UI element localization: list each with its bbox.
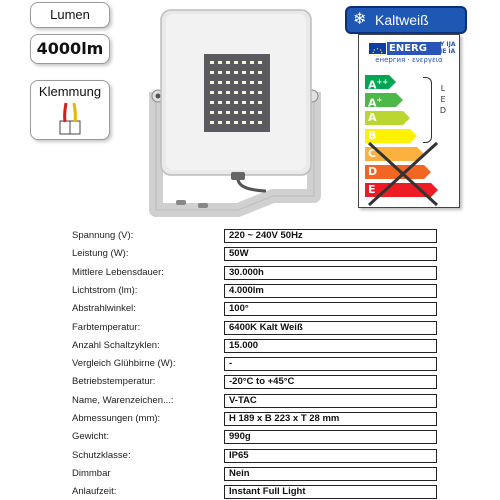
lumen-label: Lumen (50, 7, 90, 22)
spec-value: - (224, 357, 437, 371)
spec-key: Betriebstemperatur: (72, 376, 156, 388)
energ-label: ENERG (387, 42, 441, 55)
spec-value: 50W (224, 247, 437, 261)
spec-value: 990g (224, 430, 437, 444)
energy-class-bar (365, 93, 396, 110)
spec-key: Spannung (V): (72, 230, 134, 241)
spec-row (0, 284, 500, 298)
spec-value: 100° (224, 302, 437, 316)
energy-class-label: A (368, 111, 377, 124)
energy-class-label: B (368, 129, 377, 142)
eu-flag-icon (369, 43, 386, 54)
spec-row (0, 266, 500, 280)
spec-value: IP65 (224, 449, 437, 463)
led-bracket (423, 77, 432, 143)
spec-value: V-TAC (224, 394, 437, 408)
spec-key: Dimmbar (72, 467, 111, 479)
energ-subtitle: енергия · ενεργεια (375, 56, 443, 64)
spec-row (0, 394, 500, 408)
spec-row (0, 412, 500, 426)
kaltweiss-label: Kaltweiß (375, 12, 429, 28)
spec-key: Abstrahlwinkel: (72, 303, 136, 315)
terminal-wire-icon (55, 101, 85, 135)
floodlight-image (118, 0, 348, 225)
spec-value: H 189 x B 223 x T 28 mm (224, 412, 437, 426)
connection-badge (30, 80, 110, 140)
kaltweiss-badge (345, 6, 467, 34)
spec-value: 4.000lm (224, 284, 437, 298)
energy-class-label: A (368, 78, 377, 92)
spec-row (0, 467, 500, 481)
spec-key: Name, Warenzeichen...: (72, 394, 174, 406)
spec-value: 15.000 (224, 339, 437, 353)
spec-key: Lichtstrom (lm): (72, 284, 138, 296)
spec-key: Anzahl Schaltzyklen: (72, 339, 160, 351)
energy-class-plus: + (376, 96, 383, 104)
energy-class-plus: ++ (376, 78, 389, 86)
spec-row (0, 229, 500, 243)
spec-key: Abmessungen (mm): (72, 413, 161, 424)
spec-key: Schutzklasse: (72, 449, 131, 461)
energy-label (358, 34, 460, 208)
spec-row (0, 430, 500, 444)
spec-value: 6400K Kalt Weiß (224, 321, 437, 335)
led-label: L E D (439, 84, 447, 115)
spec-row (0, 375, 500, 389)
energy-class-label: A (368, 96, 377, 110)
snowflake-icon: ❄ (353, 11, 367, 28)
spec-value: -20°C to +45°C (224, 375, 437, 389)
energy-class-bar (365, 75, 389, 92)
spec-row (0, 339, 500, 353)
spec-value: Nein (224, 467, 437, 481)
connection-label: Klemmung (38, 84, 102, 99)
spec-row (0, 449, 500, 463)
spec-key: Mittlere Lebensdauer: (72, 266, 164, 278)
spec-value: 30.000h (224, 266, 437, 280)
energy-class-bar (365, 111, 403, 125)
spec-key: Leistung (W): (72, 248, 129, 260)
spec-row (0, 357, 500, 371)
excluded-classes-cross (367, 139, 455, 209)
spec-value: 220 ~ 240V 50Hz (224, 229, 437, 243)
spec-value: Instant Full Light (224, 485, 437, 499)
spec-row (0, 321, 500, 335)
lumen-value-badge (30, 34, 110, 64)
spec-key: Vergleich Glühbirne (W): (72, 358, 176, 370)
energ-side-label: Y IJA IE IA (440, 41, 456, 55)
energy-class-label: E (368, 183, 376, 196)
energy-class-label: C (368, 147, 377, 160)
spec-key: Farbtemperatur: (72, 321, 141, 333)
lumen-label-badge (30, 2, 110, 28)
spec-key: Anlaufzeit: (72, 486, 117, 498)
lumen-value: 4000lm (36, 39, 104, 58)
spec-row (0, 247, 500, 261)
energy-class-label: D (368, 165, 378, 178)
spec-key: Gewicht: (72, 431, 109, 443)
spec-row (0, 485, 500, 499)
spec-row (0, 302, 500, 316)
